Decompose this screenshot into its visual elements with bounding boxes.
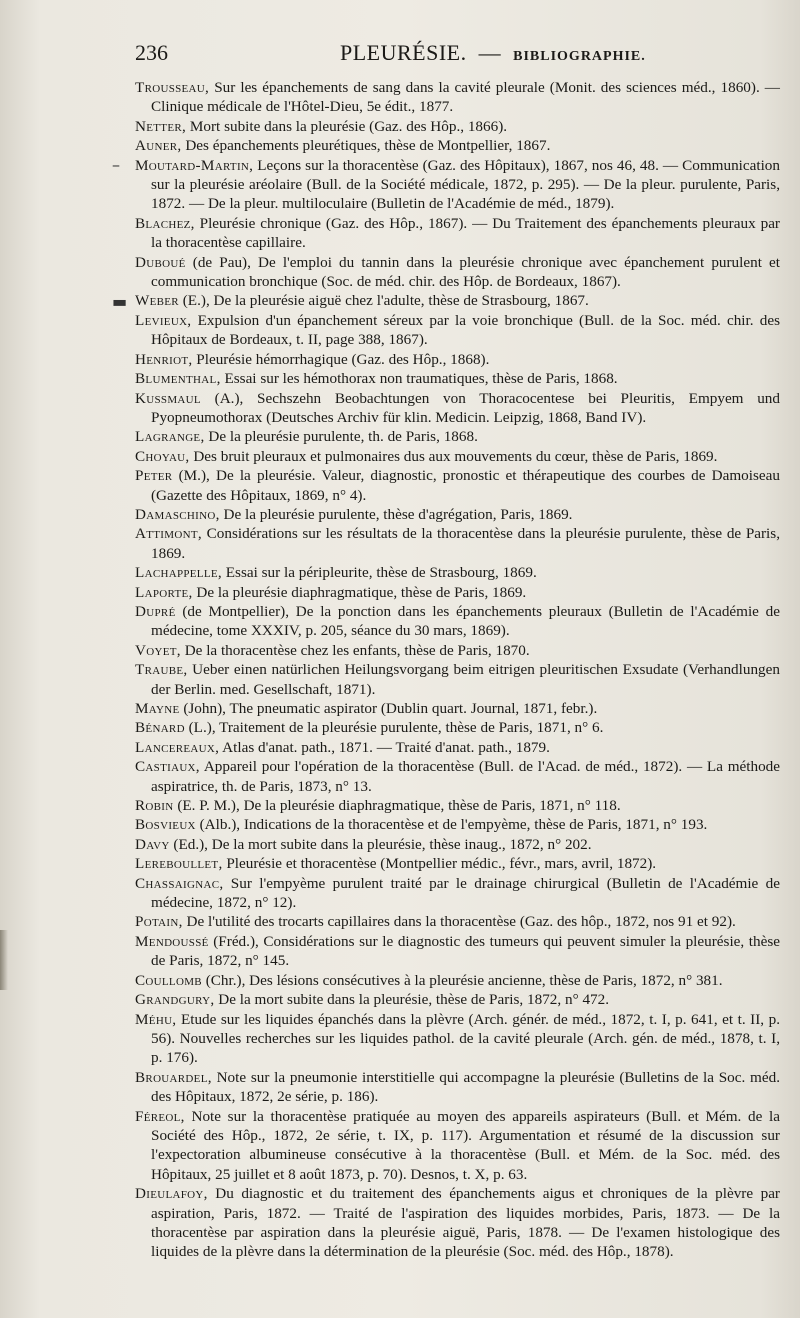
entry-author: Auner, [135,137,182,155]
entry-text: De la pleurésie diaphragmatique, thèse de Paris, 1869. [192,583,527,601]
entry-text: (de Pau), De l'emploi du tannin dans la pleurésie chronique avec épanchement purulent et communication bronchique (Soc. de méd. chir. des Hôp. de Bordeaux, 1867). [151,253,780,291]
bibliography-entry [135,524,780,563]
entry-text: Mort subite dans la pleurésie (Gaz. des Hôp., 1866). [186,117,508,135]
entry-author: Méhu, [135,1010,177,1028]
bibliography-entry [135,738,780,757]
entry-author: Attimont, [135,525,202,543]
entry-text: Appareil pour l'opération de la thoracentèse (Bull. de l'Acad. de méd., 1872). — La méthode aspiratrice, th. de Paris, 1873, n° 13. [151,758,780,795]
entry-text: De la pleurésie purulente, thèse d'agrégation, Paris, 1869. [219,505,573,523]
binding-shadow [0,930,8,990]
entry-text: Leçons sur la thoracentèse (Gaz. des Hôpitaux), 1867, nos 46, 48. — Communication sur la pleurésie aréolaire (Bull. de la Société médicale, 1872, p. 295). — De la pleur. purulente, Paris, 1872. — De la pleur. multiloculaire (Bulletin de l'Académie de méd., 1879). [151,156,780,213]
page-number: 236 [135,40,168,65]
entry-text: De la thoracentèse chez les enfants, thèse de Paris, 1870. [180,641,530,659]
bibliography-entry [135,874,780,913]
running-header [135,40,775,70]
bibliography-entry [135,214,780,253]
bibliography-entry [135,699,780,718]
entry-text: Pleurésie et thoracentèse (Montpellier médic., févr., mars, avril, 1872). [222,855,657,873]
bibliography-entry [135,583,780,602]
entry-author: Coullomb [135,971,202,989]
title-dash: — [478,40,502,65]
bibliography-entry [135,1010,780,1068]
bibliography-entry [135,1068,780,1107]
entry-text: Essai sur les hémothorax non traumatiques, thèse de Paris, 1868. [220,370,618,388]
entry-author: Moutard-Martin, [135,156,254,174]
entry-text: Note sur la thoracentèse pratiquée au moyen des appareils aspirateurs (Bull. et Mém. de la Société des Hôp., 1872, 2e série, t. IX, p. 117). Argumentation et résumé de la discussion sur l'expectoration albumineuse consécutive à la thoracentèse (Bull. et Mém. de la Soc. méd. des Hôpitaux, 25 juillet et 8 août 1873, p. 70). Desnos, t. X, p. 63. [151,1107,780,1183]
bibliography-entry [135,253,780,292]
entry-text: (E. P. M.), De la pleurésie diaphragmatique, thèse de Paris, 1871, n° 118. [173,797,621,815]
bibliography-entry [135,757,780,796]
entry-text: Expulsion d'un épanchement séreux par la voie bronchique (Bull. de la Soc. méd. chir. des Hôpitaux de Bordeaux, t. II, page 388, 1867). [151,311,780,349]
entry-author: Traube, [135,661,188,679]
entry-author: Lachappelle, [135,564,222,582]
bibliography-entry [135,117,780,136]
bibliography-entry [135,136,780,155]
entry-author: Dupré [135,602,176,620]
entry-text: Sur les épanchements de sang dans la cavité pleurale (Monit. des sciences méd., 1860). — Clinique médicale de l'Hôtel-Dieu, 5e édit., 1877. [151,79,780,116]
bibliography-entry [135,447,780,466]
bibliography-entry [135,350,780,369]
entry-text: Essai sur la péripleurite, thèse de Strasbourg, 1869. [221,564,537,582]
bibliography-entry [135,427,780,446]
entry-text: (M.), De la pleurésie. Valeur, diagnostic, pronostic et thérapeutique des courbes de Damoiseau (Gazette des Hôpitaux, 1869, n° 4). [151,467,780,504]
entry-author: Choyau, [135,447,190,465]
entry-author: Lereboullet, [135,855,223,873]
running-title [340,40,646,66]
bibliography-entry [135,311,780,350]
entry-author: Grandgury, [135,991,215,1009]
bibliography-entry [135,718,780,737]
entry-text: De l'utilité des trocarts capillaires dans la thoracentèse (Gaz. des hôp., 1872, nos 91 et 92). [182,913,736,931]
bibliography-entry [135,291,780,310]
bibliography-entry [135,835,780,854]
entry-author: Castiaux, [135,758,200,776]
bibliography-entry [135,389,780,428]
bibliography-entry [135,563,780,582]
margin-annotation: – [112,155,120,174]
entry-text: De la pleurésie purulente, th. de Paris, 1868. [204,428,478,446]
entry-author: Netter, [135,117,187,135]
bibliography-entry [135,641,780,660]
entry-author: Féreol, [135,1107,185,1125]
entry-text: Note sur la pneumonie interstitielle qui accompagne la pleurésie (Bulletins de la Soc. méd. des Hôpitaux, 1872, 2e série, p. 186). [151,1068,780,1106]
chapter-title: PLEURÉSIE. [340,40,467,65]
entry-author: Peter [135,467,173,485]
bibliography-entry [135,990,780,1009]
entry-author: Weber [135,292,179,310]
entry-text: (Alb.), Indications de la thoracentèse et de l'empyème, thèse de Paris, 1871, n° 193. [195,816,708,834]
entry-author: Brouardel, [135,1068,212,1086]
bibliography-entry [135,660,780,699]
entry-text: Ueber einen natürlichen Heilungsvorgang beim eitrigen pleuritischen Exsudate (Verhandlungen der Berlin. med. Gesellschaft, 1871). [151,661,780,698]
entry-text: Du diagnostic et du traitement des épanchements aigus et chroniques de la plèvre par aspiration, Paris, 1872. — Traité de l'aspiration des liquides morbides, Paris, 1873. — De la thoracentèse par aspiration dans la pleurésie aiguë, Paris, 1878. — De l'examen histologique des liquides de la plèvre dans la détermination de la pleurésie (Soc. méd. des Hôp., 1878). [151,1185,780,1261]
entry-text: (E.), De la pleurésie aiguë chez l'adulte, thèse de Strasbourg, 1867. [178,292,589,310]
entry-author: Blachez, [135,214,195,232]
bibliography-entry [135,466,780,505]
entry-author: Robin [135,797,174,815]
entry-text: Considérations sur les résultats de la thoracentèse dans la pleurésie purulente, thèse de Paris, 1869. [151,525,780,562]
entry-author: Damaschino, [135,505,220,523]
entry-author: Henriot, [135,350,193,368]
entry-author: Bosvieux [135,816,196,834]
bibliography-entry [135,912,780,931]
entry-text: Pleurésie hémorrhagique (Gaz. des Hôp., 1868). [192,350,490,368]
entry-text: Atlas d'anat. path., 1871. — Traité d'anat. path., 1879. [219,738,550,756]
margin-annotation: ▬ [112,292,128,311]
bibliography-entry [135,1184,780,1262]
entry-text: Sur l'empyème purulent traité par le drainage chirurgical (Bulletin de l'Académie de médecine, 1872, n° 12). [151,874,780,912]
entry-author: Laporte, [135,583,193,601]
entry-author: Lancereaux, [135,738,220,756]
entry-text: (John), The pneumatic aspirator (Dublin quart. Journal, 1871, febr.). [179,700,598,717]
bibliography-entry [135,602,780,641]
entry-text: (Chr.), Des lésions consécutives à la pleurésie ancienne, thèse de Paris, 1872, n° 381. [201,971,723,989]
entry-author: Dieulafoy, [135,1185,208,1203]
entry-author: Voyet, [135,641,181,659]
entry-author: Lagrange, [135,428,205,446]
entry-author: Bénard [135,719,185,737]
entry-text: (Fréd.), Considérations sur le diagnostic des tumeurs qui peuvent simuler la pleurésie, thèse de Paris, 1872, n° 145. [151,932,780,970]
bibliography-entry [135,505,780,524]
entry-author: Kussmaul [135,389,201,407]
entry-text: Pleurésie chronique (Gaz. des Hôp., 1867). — Du Traitement des épanchements pleuraux par la thoracentèse capillaire. [151,214,780,252]
entry-text: Etude sur les liquides épanchés dans la plèvre (Arch. génér. de méd., 1872, t. I, p. 641, et t. II, p. 56). Nouvelles recherches sur les liquides pathol. de la cavité pleurale (Arch. gén. de méd., 1878, t. I, p. 176). [151,1010,780,1067]
bibliography-list [135,78,780,1262]
bibliography-entry [135,1107,780,1185]
bibliography-entry [135,932,780,971]
entry-text: Des épanchements pleurétiques, thèse de Montpellier, 1867. [181,137,551,155]
entry-text: Des bruit pleuraux et pulmonaires dus aux mouvements du cœur, thèse de Paris, 1869. [189,447,718,465]
entry-author: Levieux, [135,311,192,329]
section-subtitle: BIBLIOGRAPHIE. [513,49,646,64]
entry-author: Davy [135,835,170,853]
bibliography-entry [135,78,780,117]
entry-text: (A.), Sechszehn Beobachtungen von Thoracocentese bei Pleuritis, Empyem und Pyopneumothorax (Deutsches Archiv für klin. Medicin. Leipzig, 1868, Band IV). [151,389,780,426]
entry-author: Duboué [135,253,186,271]
bibliography-entry [135,156,780,214]
bibliography-entry [135,815,780,834]
entry-author: Chassaignac, [135,874,224,892]
entry-author: Trousseau, [135,79,210,96]
bibliography-entry [135,971,780,990]
entry-text: (Ed.), De la mort subite dans la pleurésie, thèse inaug., 1872, n° 202. [169,835,592,853]
bibliography-entry [135,854,780,873]
entry-text: (de Montpellier), De la ponction dans les épanchements pleuraux (Bulletin de l'Académie de médecine, tome XXXIV, p. 205, séance du 30 mars, 1869). [151,602,780,640]
entry-author: Potain, [135,913,183,931]
entry-text: De la mort subite dans la pleurésie, thèse de Paris, 1872, n° 472. [214,991,610,1009]
bibliography-entry [135,369,780,388]
entry-author: Mendoussé [135,932,209,950]
entry-text: (L.), Traitement de la pleurésie purulente, thèse de Paris, 1871, n° 6. [184,719,604,737]
bibliography-entry [135,796,780,815]
entry-author: Blumenthal, [135,370,221,388]
entry-author: Mayne [135,700,180,717]
